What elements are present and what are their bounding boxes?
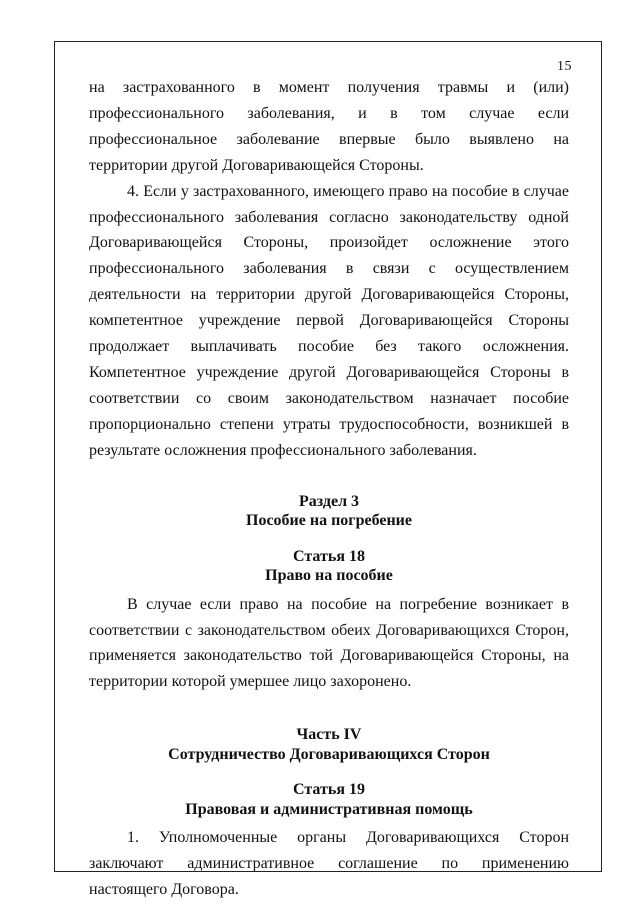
- article-title: Правовая и административная помощь: [185, 800, 473, 818]
- part-label: Часть IV: [296, 726, 362, 744]
- section-label: Раздел 3: [298, 492, 360, 510]
- document-body: [89, 75, 569, 903]
- part-title: Сотрудничество Договаривающихся Сторон: [168, 745, 490, 763]
- section-title: Пособие на погребение: [246, 512, 412, 530]
- article-label: Статья 18: [293, 547, 365, 565]
- paragraph-article-18: В случае если право на пособие на погребение возникает в соответствии с законодательством обеих Договаривающихся Сторон, применяется законодательство той Договаривающейся Стороны, на территории которой умершее лицо захоронено.: [89, 595, 569, 691]
- article-label: Статья 19: [293, 781, 365, 799]
- page-number: 15: [557, 59, 572, 74]
- article-title: Право на пособие: [265, 567, 393, 585]
- paragraph-item-4: 4. Если у застрахованного, имеющего право на пособие в случае профессионального заболевания согласно законодательству одной Договаривающейся Стороны, произойдет осложнение этого профессионального заболевания в связи с осуществлением деятельности на территории другой Договаривающейся Стороны, компетентное учреждение первой Договаривающейся Стороны продолжает выплачивать пособие без такого осложнения. Компетентное учреждение другой Договаривающейся Стороны в соответствии со своим законодательством назначает пособие пропорционально степени утраты трудоспособности, возникшей в результате осложнения профессионального заболевания.: [89, 182, 569, 459]
- paragraph-article-19-item-1: 1. Уполномоченные органы Договаривающихся Сторон заключают административное соглашение по применению настоящего Договора.: [89, 829, 569, 899]
- paragraph-continuation: на застрахованного в момент получения травмы и (или) профессионального заболевания, и в том случае если профессиональное заболевание впервые было выявлено на территории другой Договаривающейся Стороны.: [89, 79, 569, 174]
